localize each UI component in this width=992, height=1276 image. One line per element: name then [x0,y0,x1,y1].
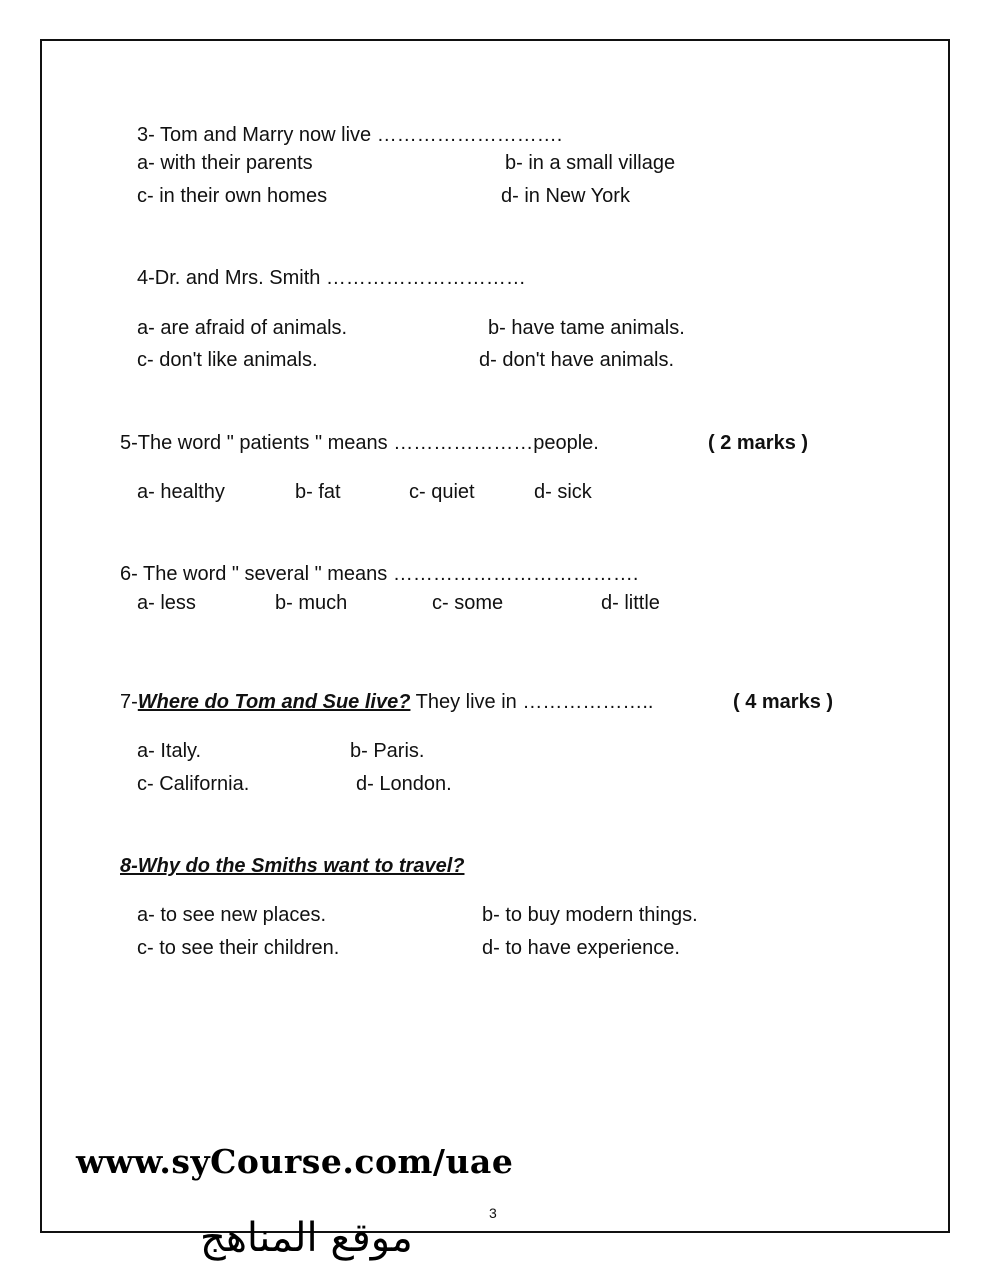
q6-stem: 6- The word " several " means ………………………………. [120,563,639,585]
q7-option-d: d- London. [356,773,452,795]
q3-stem: 3- Tom and Marry now live ………………………. [137,124,563,146]
q4-option-a: a- are afraid of animals. [137,317,348,339]
q8-option-a: a- to see new places. [137,904,326,926]
q6-option-b: b- much [275,592,348,614]
q6-option-a: a- less [137,592,196,614]
q4-stem: 4-Dr. and Mrs. Smith ………………………… [137,267,526,289]
q8-question: 8-Why do the Smiths want to travel? [120,855,465,877]
q5-option-a: a- healthy [137,481,225,503]
q5-stem: 5-The word " patients " means …………………people. [120,432,599,454]
q4-option-b: b- have tame animals. [488,317,685,339]
q7-number: 7- [120,691,138,713]
website-watermark: www.syCourse.com/uae [76,1142,514,1181]
q7-option-a: a- Italy. [137,740,202,762]
q8-option-c: c- to see their children. [137,937,340,959]
q8-option-d: d- to have experience. [482,937,680,959]
q8-option-b: b- to buy modern things. [482,904,698,926]
page-number: 3 [489,1205,497,1221]
arabic-logo: موقع المناهج [200,1215,413,1261]
q6-option-c: c- some [432,592,504,614]
q7-stem [120,690,653,714]
q3-option-b: b- in a small village [505,152,676,174]
q4-option-c: c- don't like animals. [137,349,318,371]
q7-stem-rest: They live in ……………….. [410,691,654,713]
q7-question: Where do Tom and Sue live? [137,691,411,713]
q7-option-c: c- California. [137,773,250,795]
q3-option-c: c- in their own homes [137,185,328,207]
q3-option-d: d- in New York [501,185,630,207]
q4-option-d: d- don't have animals. [479,349,675,371]
q5-option-c: c- quiet [409,481,475,503]
q6-option-d: d- little [601,592,660,614]
page-border [40,39,950,1233]
q5-marks: ( 2 marks ) [708,432,809,454]
q5-option-b: b- fat [295,481,341,503]
q7-option-b: b- Paris. [350,740,425,762]
q5-option-d: d- sick [534,481,592,503]
q7-marks: ( 4 marks ) [733,691,834,713]
q3-option-a: a- with their parents [137,152,313,174]
